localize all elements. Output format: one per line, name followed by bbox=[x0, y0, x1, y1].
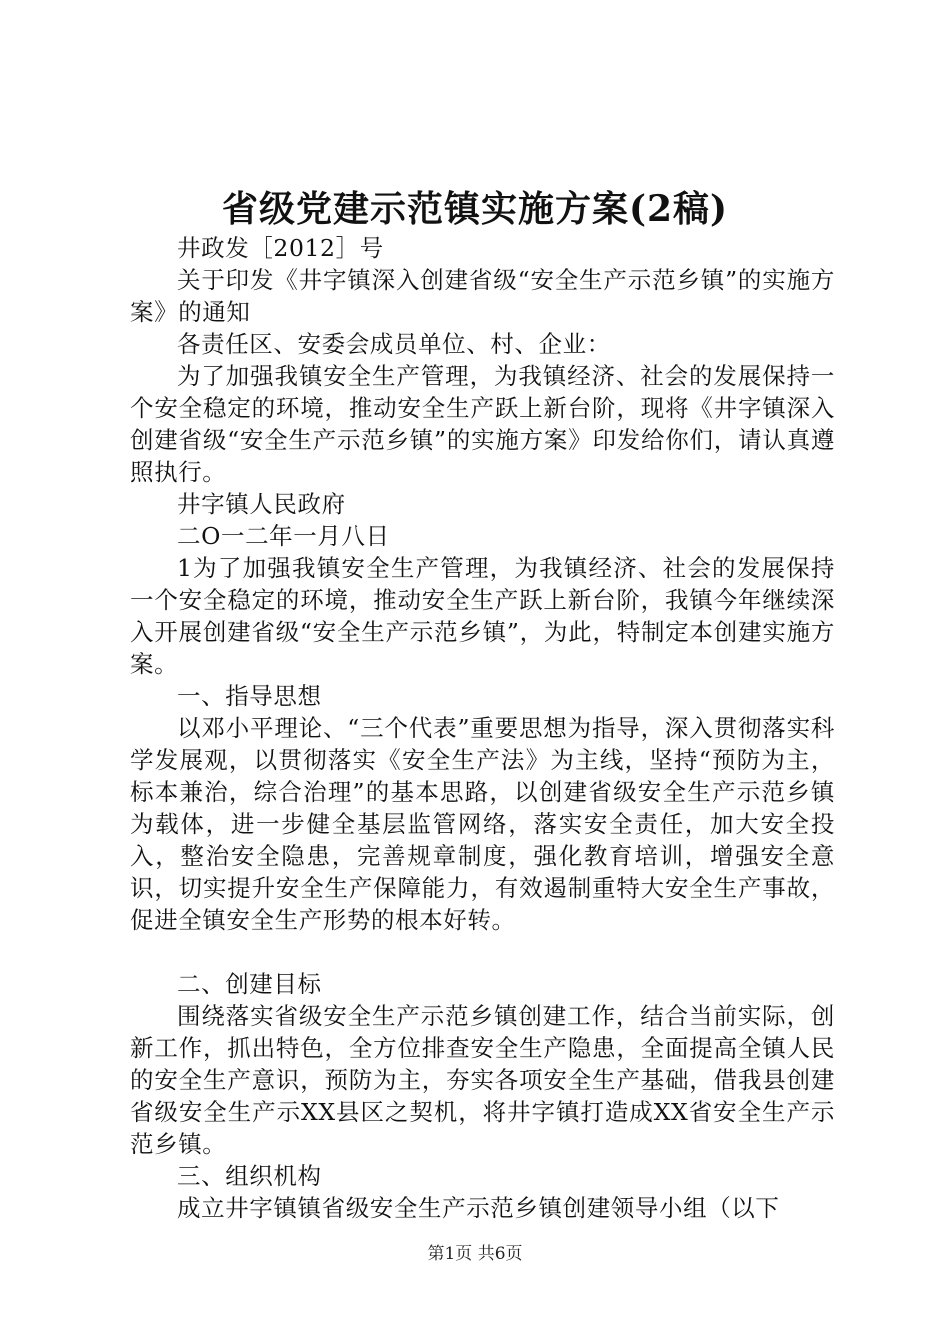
document-title: 省级党建示范镇实施方案(2稿) bbox=[221, 188, 729, 230]
notice-heading: 关于印发《井字镇深入创建省级“安全生产示范乡镇”的实施方案》的通知 bbox=[130, 266, 835, 326]
section-heading-organization: 三、组织机构 bbox=[177, 1162, 322, 1190]
page-footer: 第1页 共6页 bbox=[427, 1244, 523, 1264]
date-line: 二O一二年一月八日 bbox=[177, 522, 390, 550]
document-body bbox=[130, 232, 835, 1224]
notice-paragraph: 为了加强我镇安全生产管理，为我镇经济、社会的发展保持一个安全稳定的环境，推动安全生产跃上新台阶，现将《井字镇深入创建省级“安全生产示范乡镇”的实施方案》印发给你们，请认真遵照执行。 bbox=[130, 362, 835, 486]
organization-paragraph: 成立井字镇镇省级安全生产示范乡镇创建领导小组（以下 bbox=[177, 1194, 780, 1222]
issuer-line: 井字镇人民政府 bbox=[177, 490, 346, 518]
recipients-line: 各责任区、安委会成员单位、村、企业： bbox=[177, 330, 611, 358]
section-heading-guiding-ideology: 一、指导思想 bbox=[177, 682, 322, 710]
goals-paragraph: 围绕落实省级安全生产示范乡镇创建工作，结合当前实际，创新工作，抓出特色，全方位排查安全生产隐患，全面提高全镇人民的安全生产意识，预防为主，夯实各项安全生产基础，借我县创建省级安全生产示XX县区之契机，将井字镇打造成XX省安全生产示范乡镇。 bbox=[130, 1002, 835, 1158]
document-number: 井政发［2012］号 bbox=[177, 234, 384, 262]
intro-paragraph: 1为了加强我镇安全生产管理，为我镇经济、社会的发展保持一个安全稳定的环境，推动安全生产跃上新台阶，我镇今年继续深入开展创建省级“安全生产示范乡镇”，为此，特制定本创建实施方案。 bbox=[130, 554, 835, 678]
section-heading-goals: 二、创建目标 bbox=[177, 970, 322, 998]
guiding-ideology-paragraph: 以邓小平理论、“三个代表”重要思想为指导，深入贯彻落实科学发展观，以贯彻落实《安全生产法》为主线，坚持“预防为主，标本兼治，综合治理”的基本思路，以创建省级安全生产示范乡镇为载体，进一步健全基层监管网络，落实安全责任，加大安全投入，整治安全隐患，完善规章制度，强化教育培训，增强安全意识，切实提升安全生产保障能力，有效遏制重特大安全生产事故，促进全镇安全生产形势的根本好转。 bbox=[130, 714, 835, 934]
